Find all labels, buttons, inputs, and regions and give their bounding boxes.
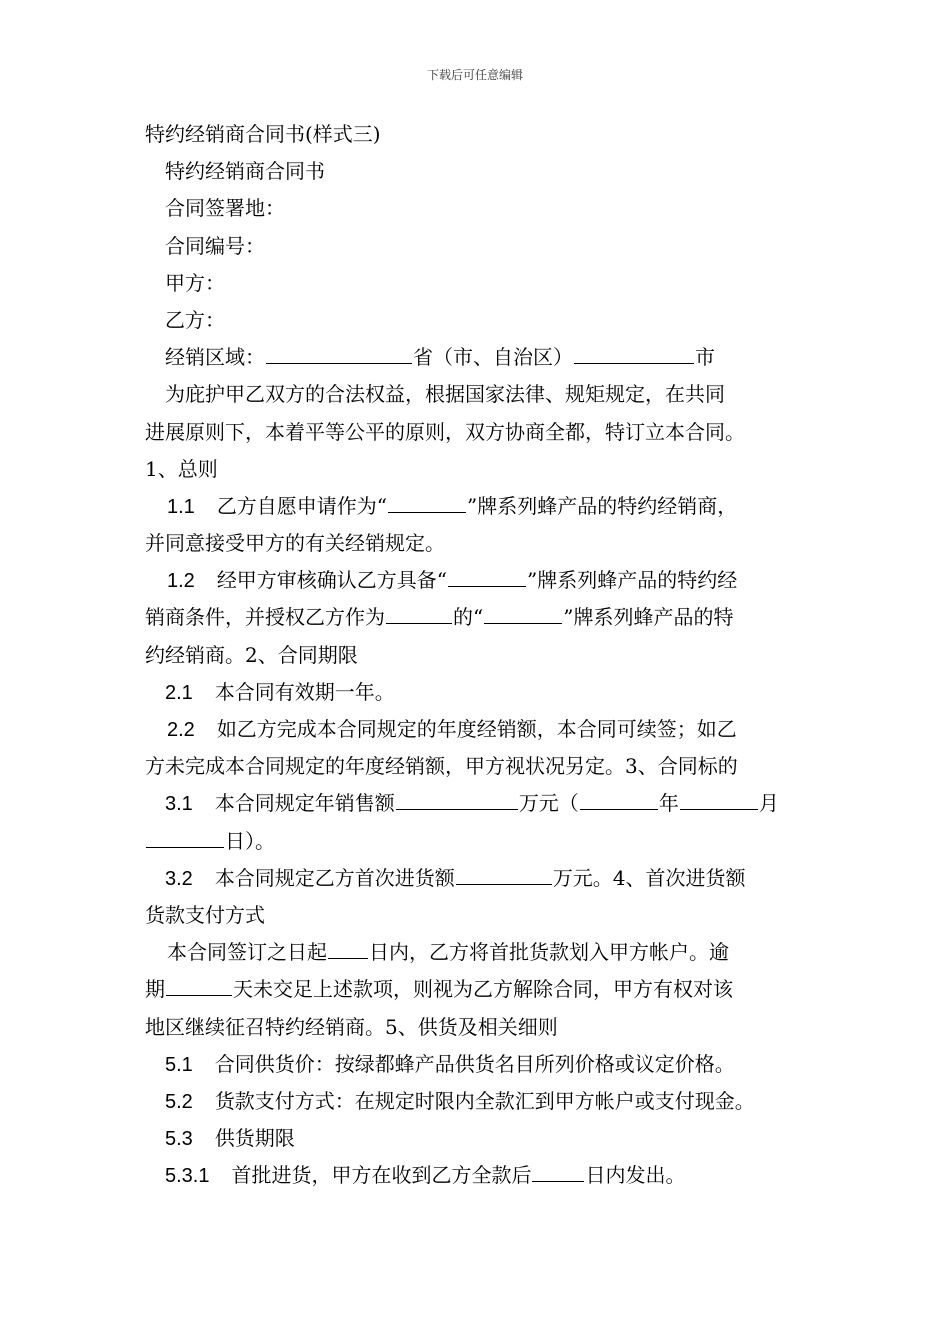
clause-text: 本合同签订之日起 xyxy=(167,940,327,965)
clause-text: 万元（ xyxy=(518,791,579,816)
clause-text: 的“ xyxy=(453,605,484,630)
region-blank[interactable] xyxy=(386,601,452,624)
clause-5-1 xyxy=(145,1046,825,1083)
clause-text: 货款支付方式：在规定时限内全款汇到甲方帐户或支付现金。 xyxy=(214,1088,755,1113)
overdue-days-blank[interactable] xyxy=(166,973,232,996)
city-blank[interactable] xyxy=(574,341,694,364)
clause-text: ”牌系列蜂产品的特约经 xyxy=(527,568,738,593)
clause-text: 日内，乙方将首批货款划入甲方帐户。逾 xyxy=(369,940,729,965)
contract-number-label: 合同编号： xyxy=(165,233,265,258)
clause-text: 本合同规定乙方首次进货额 xyxy=(214,865,455,890)
clause-text: 供货期限 xyxy=(214,1126,295,1151)
clause-text: 如乙方完成本合同规定的年度经销额，本合同可续签；如乙 xyxy=(216,717,737,741)
clause-2-1 xyxy=(145,674,825,711)
clause-text: ”牌系列蜂产品的特约经销商， xyxy=(467,493,738,518)
clause-text: 日）。 xyxy=(225,828,275,853)
region-line xyxy=(145,339,825,376)
clause-text: 销商条件，并授权乙方作为 xyxy=(145,605,385,630)
clause-text: 首批进货，甲方在收到乙方全款后 xyxy=(231,1163,532,1188)
sales-amount-blank[interactable] xyxy=(396,787,518,810)
clause-text: ”牌系列蜂产品的特 xyxy=(563,605,734,630)
clause-number: 5.2 xyxy=(165,1090,193,1113)
clause-1-2-line-1 xyxy=(145,562,825,599)
province-blank[interactable] xyxy=(266,341,412,364)
region-mid-text: 省（市、自治区） xyxy=(413,345,573,370)
region-label: 经销区域： xyxy=(165,345,265,370)
contract-document xyxy=(145,116,825,1194)
clause-1-1-line-1 xyxy=(145,488,825,525)
document-title: 特约经销商合同书(样式三) xyxy=(145,122,381,146)
clause-text: 乙方自愿申请作为“ xyxy=(216,493,388,518)
days-blank[interactable] xyxy=(328,936,368,959)
clause-text: 经甲方审核确认乙方具备“ xyxy=(216,568,448,593)
section-4-line-3: 地区继续征召特约经销商。5、供货及相关细则 xyxy=(145,1014,558,1039)
clause-text: 本合同有效期一年。 xyxy=(214,679,395,704)
signing-place-label: 合同签署地： xyxy=(165,196,285,221)
page-header: 下载后可任意编辑 xyxy=(426,68,523,82)
section-4-line-1 xyxy=(145,934,825,971)
clause-1-2-line-3: 约经销商。2、合同期限 xyxy=(145,642,358,667)
clause-5-3-1 xyxy=(145,1157,825,1194)
clause-number: 2.2 xyxy=(167,719,195,741)
clause-number: 5.3 xyxy=(165,1128,193,1151)
clause-text: 本合同规定年销售额 xyxy=(214,791,395,816)
clause-text: 月 xyxy=(758,791,779,816)
clause-text: 合同供货价：按绿都蜂产品供货名目所列价格或议定价格。 xyxy=(214,1051,735,1076)
party-b-label: 乙方： xyxy=(165,307,225,332)
clause-1-2-line-2 xyxy=(145,599,825,636)
first-order-amount-blank[interactable] xyxy=(456,862,552,885)
brand-blank[interactable] xyxy=(484,601,562,624)
clause-text: 期 xyxy=(145,977,165,1002)
brand-blank[interactable] xyxy=(388,490,466,513)
clause-3-2-line-1 xyxy=(145,860,825,897)
year-blank[interactable] xyxy=(580,787,658,810)
contract-heading: 特约经销商合同书 xyxy=(165,159,325,184)
clause-5-2 xyxy=(145,1083,825,1120)
clause-number: 3.2 xyxy=(165,867,193,890)
clause-1-1-line-2: 并同意接受甲方的有关经销规定。 xyxy=(145,531,445,556)
day-blank[interactable] xyxy=(146,825,224,848)
month-blank[interactable] xyxy=(680,787,758,810)
preamble-line-1: 为庇护甲乙双方的合法权益，根据国家法律、规矩规定，在共同 xyxy=(165,382,725,407)
brand-blank[interactable] xyxy=(448,564,526,587)
clause-2-2-line-1 xyxy=(145,711,825,748)
clause-number: 5.1 xyxy=(165,1053,193,1076)
clause-3-1-line-2 xyxy=(145,823,825,860)
clause-text: 日内发出。 xyxy=(585,1163,686,1188)
clause-number: 2.1 xyxy=(165,681,193,704)
clause-number: 3.1 xyxy=(165,793,193,816)
shipping-days-blank[interactable] xyxy=(532,1159,584,1182)
clause-number: 1.1 xyxy=(167,495,195,518)
clause-number: 5.3.1 xyxy=(165,1165,210,1188)
clause-text: 万元。4、首次进货额 xyxy=(552,865,746,890)
clause-text: 天未交足上述款项，则视为乙方解除合同，甲方有权对该 xyxy=(233,977,733,1002)
party-a-label: 甲方： xyxy=(165,270,225,295)
clause-5-3 xyxy=(145,1120,825,1157)
section-4-line-2 xyxy=(145,971,825,1008)
clause-text: 年 xyxy=(658,791,679,816)
clause-3-1-line-1 xyxy=(145,785,825,822)
region-end-text: 市 xyxy=(695,345,715,370)
section-1-heading: 1、总则 xyxy=(145,456,218,481)
clause-2-2-line-2: 方未完成本合同规定的年度经销额，甲方视状况另定。3、合同标的 xyxy=(145,754,738,779)
clause-number: 1.2 xyxy=(167,570,195,593)
clause-3-2-line-2: 货款支付方式 xyxy=(145,902,265,927)
preamble-line-2: 进展原则下，本着平等公平的原则，双方协商全都，特订立本合同。 xyxy=(145,419,745,444)
